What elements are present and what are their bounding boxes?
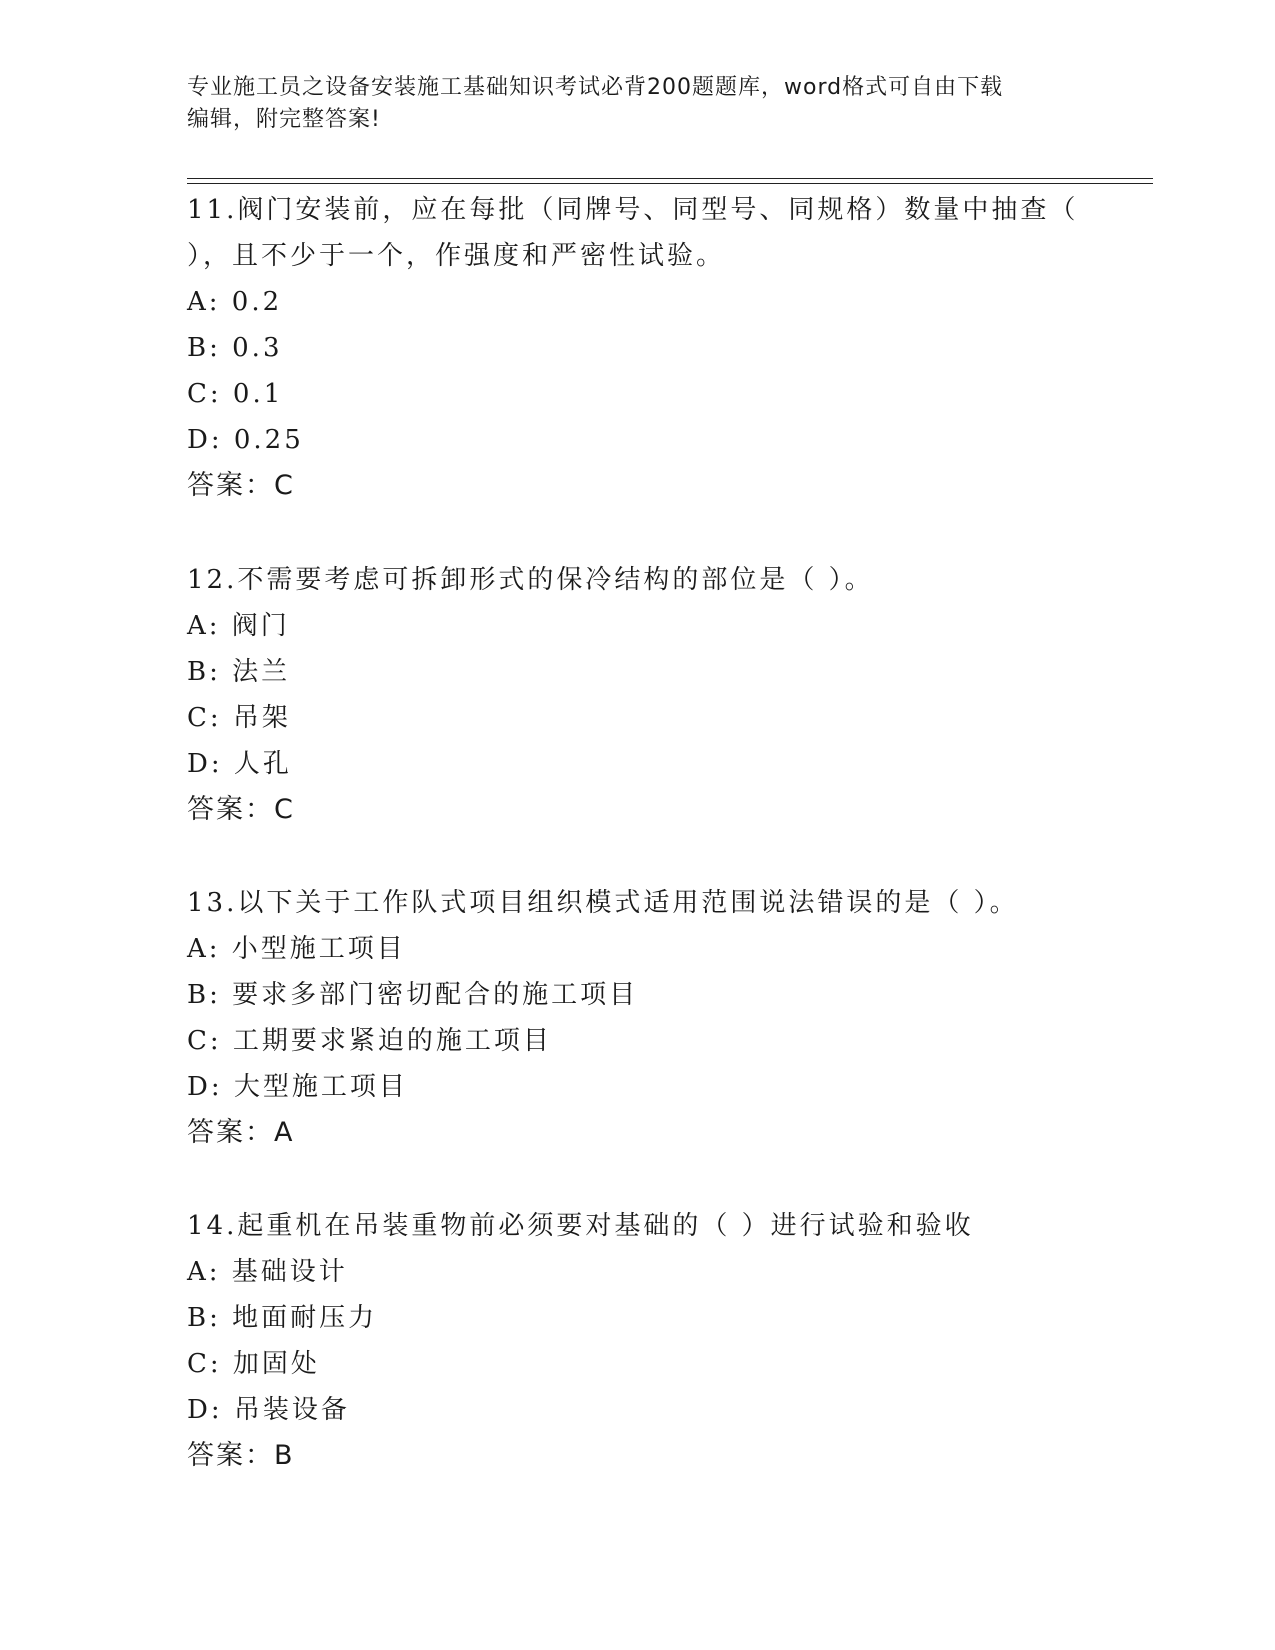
- answer-value: A: [274, 1117, 294, 1148]
- option-a: A: 基础设计: [187, 1257, 348, 1287]
- question-text-line: 11.阀门安装前，应在每批（同牌号、同型号、同规格）数量中抽查（: [187, 195, 1079, 225]
- option-a: A: 小型施工项目: [187, 934, 406, 964]
- question-text-line: 13.以下关于工作队式项目组织模式适用范围说法错误的是（ ）。: [187, 888, 1019, 918]
- option-b: B: 要求多部门密切配合的施工项目: [187, 980, 639, 1010]
- question-text-line: 12.不需要考虑可拆卸形式的保冷结构的部位是（ ）。: [187, 565, 874, 595]
- answer-label: 答案：: [187, 470, 274, 501]
- document-header: [187, 72, 1087, 136]
- option-c: C: 加固处: [187, 1349, 320, 1379]
- question-11: [187, 187, 1087, 509]
- answer-value: C: [274, 470, 294, 501]
- question-12: [187, 557, 1087, 833]
- answer-line: [187, 1433, 1087, 1479]
- answer-line: [187, 463, 1087, 509]
- option-b: B: 地面耐压力: [187, 1303, 378, 1333]
- option-d: D: 0.25: [187, 425, 304, 455]
- option-a: A: 阀门: [187, 611, 290, 641]
- question-text-line: 14.起重机在吊装重物前必须要对基础的（ ）进行试验和验收: [187, 1211, 974, 1241]
- option-d: D: 大型施工项目: [187, 1072, 408, 1102]
- option-d: D: 人孔: [187, 749, 292, 779]
- answer-label: 答案：: [187, 1117, 274, 1148]
- answer-value: C: [274, 794, 294, 825]
- header-line-2: 编辑，附完整答案!: [187, 107, 381, 132]
- option-c: C: 吊架: [187, 703, 291, 733]
- answer-label: 答案：: [187, 1440, 274, 1471]
- question-13: [187, 880, 1087, 1156]
- question-text-line: ），且不少于一个，作强度和严密性试验。: [187, 241, 726, 271]
- option-c: C: 0.1: [187, 379, 284, 409]
- answer-label: 答案：: [187, 794, 274, 825]
- answer-line: [187, 1110, 1087, 1156]
- header-line-1: 专业施工员之设备安装施工基础知识考试必背200题题库，word格式可自由下载: [187, 75, 1004, 100]
- option-c: C: 工期要求紧迫的施工项目: [187, 1026, 552, 1056]
- option-b: B: 0.3: [187, 333, 283, 363]
- question-14: [187, 1203, 1087, 1479]
- header-divider-top: [187, 178, 1153, 179]
- answer-value: B: [274, 1440, 294, 1471]
- option-d: D: 吊装设备: [187, 1395, 350, 1425]
- option-a: A: 0.2: [187, 287, 283, 317]
- option-b: B: 法兰: [187, 657, 291, 687]
- answer-line: [187, 787, 1087, 833]
- header-divider-bottom: [187, 183, 1153, 184]
